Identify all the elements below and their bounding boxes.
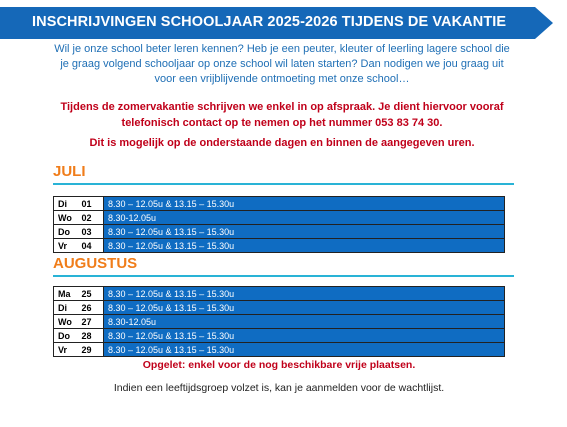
date-cell: 02 <box>78 211 104 225</box>
hours-cell: 8.30 – 12.05u & 13.15 – 15.30u <box>104 197 505 211</box>
hours-cell: 8.30-12.05u <box>104 315 505 329</box>
day-cell: Vr <box>54 239 78 253</box>
table-row <box>54 301 505 315</box>
intro-line-2: je graag volgend schooljaar op onze school wil laten starten? Dan nodigen we jou graag uit <box>60 58 504 70</box>
table-row <box>54 197 505 211</box>
table-row <box>54 329 505 343</box>
day-cell: Do <box>54 329 78 343</box>
month-rule-july <box>53 183 514 185</box>
notice-line-1: Tijdens de zomervakantie schrijven we enkel in op afspraak. Je dient hiervoor vooraf <box>60 101 504 113</box>
hours-cell: 8.30 – 12.05u & 13.15 – 15.30u <box>104 343 505 357</box>
table-row <box>54 343 505 357</box>
hours-cell: 8.30 – 12.05u & 13.15 – 15.30u <box>104 225 505 239</box>
date-cell: 01 <box>78 197 104 211</box>
availability-warning: Opgelet: enkel voor de nog beschikbare vrije plaatsen. <box>142 359 416 371</box>
day-cell: Do <box>54 225 78 239</box>
intro-line-3: voor een vrijblijvende ontmoeting met onze school… <box>154 73 410 85</box>
date-cell: 27 <box>78 315 104 329</box>
banner-title: INSCHRIJVINGEN SCHOOLJAAR 2025-2026 TIJDENS DE VAKANTIE <box>32 14 507 30</box>
table-row <box>54 225 505 239</box>
appointment-notice <box>40 99 524 131</box>
month-rule-august <box>53 275 514 277</box>
day-cell: Ma <box>54 287 78 301</box>
intro-text <box>42 42 522 87</box>
date-cell: 04 <box>78 239 104 253</box>
waitlist-footer: Indien een leeftijdsgroep volzet is, kan je aanmelden voor de wachtlijst. <box>113 382 445 394</box>
table-row <box>54 211 505 225</box>
intro-line-1: Wil je onze school beter leren kennen? Heb je een peuter, kleuter of leerling lagere school die <box>54 43 510 55</box>
table-row <box>54 239 505 253</box>
table-row <box>54 287 505 301</box>
notice-line-2: telefonisch contact op te nemen op het nummer 053 83 74 30. <box>121 117 443 129</box>
hours-cell: 8.30 – 12.05u & 13.15 – 15.30u <box>104 287 505 301</box>
title-banner <box>0 7 553 39</box>
day-cell: Di <box>54 197 78 211</box>
date-cell: 25 <box>78 287 104 301</box>
hours-cell: 8.30 – 12.05u & 13.15 – 15.30u <box>104 329 505 343</box>
day-cell: Wo <box>54 211 78 225</box>
notice-line-3: Dit is mogelijk op de onderstaande dagen en binnen de aangegeven uren. <box>89 137 475 149</box>
date-cell: 26 <box>78 301 104 315</box>
day-cell: Vr <box>54 343 78 357</box>
table-row <box>54 315 505 329</box>
day-cell: Wo <box>54 315 78 329</box>
day-cell: Di <box>54 301 78 315</box>
month-heading-august: AUGUSTUS <box>53 255 138 272</box>
date-cell: 29 <box>78 343 104 357</box>
schedule-table-august <box>53 286 505 357</box>
hours-cell: 8.30 – 12.05u & 13.15 – 15.30u <box>104 239 505 253</box>
date-cell: 28 <box>78 329 104 343</box>
hours-cell: 8.30 – 12.05u & 13.15 – 15.30u <box>104 301 505 315</box>
date-cell: 03 <box>78 225 104 239</box>
month-heading-july: JULI <box>53 163 86 180</box>
schedule-table-july <box>53 196 505 253</box>
hours-cell: 8.30-12.05u <box>104 211 505 225</box>
